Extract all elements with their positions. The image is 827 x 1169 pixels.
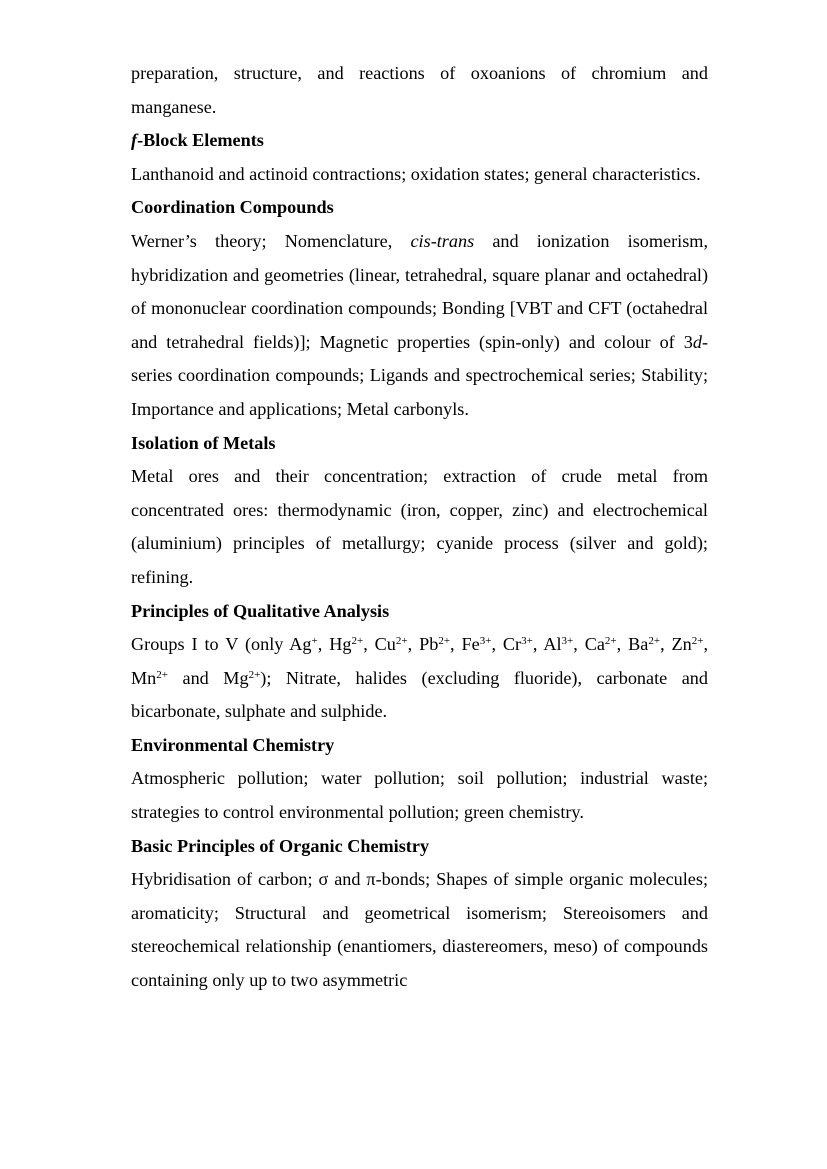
ion-ca	[585, 634, 617, 654]
coord-heading: Coordination Compounds	[131, 197, 334, 218]
ion-symbol: Mn	[131, 667, 157, 688]
ion-symbol: Mg	[223, 667, 249, 688]
ion-mg	[223, 668, 260, 688]
ion-separator: ,	[660, 634, 672, 655]
fblock-heading-rest: -Block Elements	[137, 130, 264, 151]
ion-separator: and	[167, 667, 224, 688]
ion-separator: ,	[616, 634, 629, 655]
intro-paragraph: preparation, structure, and reactions of oxoanions of chromium and manganese.	[131, 63, 708, 117]
ion-ba	[628, 634, 660, 654]
ion-charge: 2+	[156, 668, 168, 681]
fblock-heading-prefix: f	[131, 130, 138, 151]
ion-hg	[329, 634, 363, 654]
ion-charge: 2+	[438, 635, 451, 648]
qual-lead: Groups I to V (only	[131, 634, 290, 655]
qual-heading: Principles of Qualitative Analysis	[131, 600, 390, 621]
coord-text-d: d	[692, 331, 702, 352]
coord-text-3: and ionization isomerism, hybridization and geometries (linear, tetrahedral, square planar and octahedral) of mononuclear coordination compounds; Bonding [VBT and CFT (octahedral and tetrahedral fields)]; Magnetic properties (spin-only) and colour of 3	[131, 230, 708, 352]
ion-symbol: Cu	[374, 634, 396, 655]
coord-text-5: -series coordination compounds; Ligands and spectrochemical series; Stability; Importance and applications; Metal carbonyls.	[131, 331, 708, 419]
ion-fe	[462, 634, 492, 654]
fblock-paragraph: Lanthanoid and actinoid contractions; oxidation states; general characteristics.	[131, 163, 701, 184]
ion-separator: ,	[407, 634, 420, 655]
ion-charge: 2+	[351, 635, 364, 648]
ion-pb	[419, 634, 450, 654]
coord-text-cis-trans: cis-trans	[410, 230, 475, 251]
ion-charge: 3+	[561, 635, 574, 648]
ion-charge: +	[311, 635, 318, 648]
ion-separator: ,	[450, 634, 462, 655]
ion-symbol: Pb	[419, 634, 439, 655]
ion-symbol: Hg	[329, 634, 352, 655]
coord-paragraph	[131, 225, 708, 427]
fblock-heading	[131, 124, 708, 158]
env-heading: Environmental Chemistry	[131, 734, 335, 755]
ion-symbol: Ca	[584, 634, 605, 655]
ion-charge: 3+	[479, 635, 492, 648]
env-paragraph: Atmospheric pollution; water pollution; soil pollution; industrial waste; strategies to control environmental pollution; green chemistry.	[131, 768, 708, 823]
ion-separator: ,	[703, 634, 709, 655]
ion-symbol: Zn	[671, 634, 692, 655]
ion-symbol: Al	[543, 634, 562, 655]
ion-charge: 3+	[521, 635, 533, 648]
ion-mn	[131, 668, 168, 688]
document-page	[131, 57, 708, 998]
metals-heading: Isolation of Metals	[131, 432, 276, 453]
ion-separator: ,	[532, 634, 544, 655]
ion-separator: ,	[363, 634, 375, 655]
ion-symbol: Ba	[628, 634, 649, 655]
ion-separator: ,	[491, 634, 503, 655]
ion-charge: 2+	[248, 668, 261, 681]
ion-separator: ,	[573, 634, 585, 655]
ion-al	[543, 634, 573, 654]
ion-charge: 2+	[604, 635, 617, 648]
ion-symbol: Ag	[289, 634, 312, 655]
ion-charge: 2+	[395, 635, 408, 648]
ion-charge: 2+	[648, 635, 661, 648]
organic-heading: Basic Principles of Organic Chemistry	[131, 835, 430, 856]
metals-paragraph: Metal ores and their concentration; extraction of crude metal from concentrated ores: thermodynamic (iron, copper, zinc) and electrochemical (aluminium) principles of metallurgy; cyanide process (silver and gold); refining.	[131, 466, 708, 587]
qual-paragraph	[131, 628, 708, 729]
organic-paragraph: Hybridisation of carbon; σ and π-bonds; Shapes of simple organic molecules; aromaticity; Structural and geometrical isomerism; Stereoisomers and stereochemical relationship (enantiomers, diastereomers, meso) of compounds containing only up to two asymmetric	[131, 869, 708, 991]
ion-charge: 2+	[691, 635, 704, 648]
qual-tail: ); Nitrate, halides (excluding fluoride), carbonate and bicarbonate, sulphate and sulphide.	[131, 667, 708, 722]
ion-cr	[503, 634, 533, 654]
coord-text-1: Werner’s theory; Nomenclature,	[131, 230, 411, 251]
ion-separator: ,	[317, 634, 330, 655]
ion-cu	[375, 634, 408, 654]
ion-ag	[289, 634, 317, 654]
ion-symbol: Cr	[502, 634, 522, 655]
ion-symbol: Fe	[461, 634, 480, 655]
ion-zn	[672, 634, 704, 654]
